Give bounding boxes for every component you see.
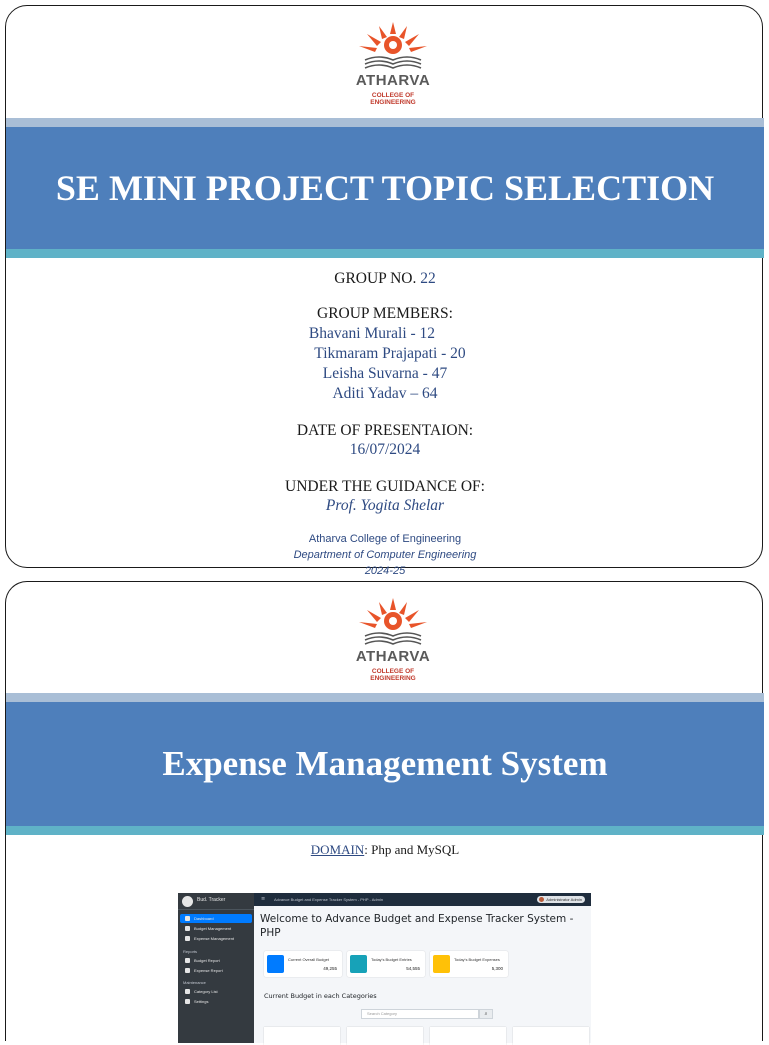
hamburger-icon: ≡ xyxy=(261,896,266,902)
app-topbar-title: Advance Budget and Expense Tracker System - PHP - Admin xyxy=(274,897,384,902)
member-item: Bhavani Murali - 12 xyxy=(308,325,436,342)
category-card xyxy=(264,1027,340,1045)
welcome-heading: Welcome to Advance Budget and Expense Tracker System - PHP xyxy=(260,913,574,939)
info-card-budget-expenses xyxy=(430,951,508,977)
app-sidebar xyxy=(178,893,254,1043)
category-card xyxy=(430,1027,506,1045)
sidebar-item-expense-report: Expense Report xyxy=(180,966,252,975)
slide-title: Expense Management System xyxy=(162,744,608,783)
title-band xyxy=(6,702,764,826)
avatar xyxy=(539,897,544,902)
sidebar-heading-maintenance: Maintenance xyxy=(183,980,206,985)
gear-lotus-icon xyxy=(349,596,437,648)
calendar-icon xyxy=(433,955,450,973)
domain-line xyxy=(6,842,764,858)
academic-year: 2024-25 xyxy=(364,565,406,577)
logo-subtitle: COLLEGE OF ENGINEERING xyxy=(370,92,416,106)
sidebar-item-category-list: Category List xyxy=(180,987,252,996)
category-search-input: Search Category xyxy=(361,1009,479,1019)
card-label: Current Overall Budget xyxy=(288,957,329,962)
list-icon xyxy=(185,989,190,994)
member-item: Leisha Suvarna - 47 xyxy=(322,365,448,382)
slide-title: SE MINI PROJECT TOPIC SELECTION xyxy=(55,168,715,208)
group-number-line xyxy=(6,270,764,288)
member-item: Tikmaram Prajapati - 20 xyxy=(314,345,466,362)
category-card xyxy=(347,1027,423,1045)
members-label: GROUP MEMBERS: xyxy=(317,305,453,322)
college-logo xyxy=(349,20,437,114)
presentation-date: 16/07/2024 xyxy=(349,441,421,458)
info-card-overall-budget xyxy=(264,951,342,977)
slide-2 xyxy=(5,581,763,1041)
app-topbar xyxy=(254,893,591,906)
info-card-budget-entries xyxy=(347,951,425,977)
member-item: Aditi Yadav – 64 xyxy=(332,385,438,402)
card-value: 5,300 xyxy=(491,966,503,971)
logo-name: ATHARVA xyxy=(355,72,431,89)
slide-1 xyxy=(5,5,763,577)
file-icon xyxy=(185,958,190,963)
date-label: DATE OF PRESENTAION: xyxy=(296,422,474,439)
calendar-icon xyxy=(350,955,367,973)
sidebar-item-budget-report: Budget Report xyxy=(180,956,252,965)
title-band xyxy=(6,127,764,249)
app-brand xyxy=(178,893,254,910)
logo-name: ATHARVA xyxy=(355,648,431,665)
brand-text: Bud. Tracker xyxy=(197,897,226,903)
current-budget-heading: Current Budget in each Categories xyxy=(264,992,377,1000)
card-label: Today's Budget Entries xyxy=(371,957,412,962)
title-band-bottom-stripe xyxy=(6,826,764,835)
group-label: GROUP NO. xyxy=(334,270,417,287)
title-band-top-stripe xyxy=(6,118,764,127)
logo-subtitle: COLLEGE OF ENGINEERING xyxy=(370,668,416,682)
domain-label: DOMAIN xyxy=(310,842,365,857)
college-name: Atharva College of Engineering xyxy=(308,533,462,545)
sidebar-heading-reports: Reports xyxy=(183,949,198,954)
title-band-bottom-stripe xyxy=(6,249,764,258)
budget-icon xyxy=(185,926,190,931)
app-screenshot xyxy=(178,893,591,1043)
brand-logo-icon xyxy=(182,896,193,907)
guide-name: Prof. Yogita Shelar xyxy=(325,497,445,514)
sidebar-item-expense-management: Expense Management xyxy=(180,934,252,943)
sidebar-item-dashboard: Dashboard xyxy=(180,914,252,923)
file-icon xyxy=(185,968,190,973)
search-icon: ⌕ xyxy=(479,1009,493,1019)
category-card xyxy=(513,1027,589,1045)
card-label: Today's Budget Expenses xyxy=(454,957,500,962)
sidebar-item-settings: Settings xyxy=(180,997,252,1006)
user-menu-button: Administrator Admin xyxy=(537,896,585,903)
gear-lotus-icon xyxy=(349,20,437,72)
gear-icon xyxy=(185,999,190,1004)
sidebar-item-budget-management: Budget Management xyxy=(180,924,252,933)
college-logo xyxy=(349,596,437,690)
card-value: 54,555 xyxy=(406,966,420,971)
money-icon xyxy=(267,955,284,973)
dashboard-icon xyxy=(185,916,190,921)
card-value: 49,255 xyxy=(323,966,337,971)
title-band-top-stripe xyxy=(6,693,764,702)
expense-icon xyxy=(185,936,190,941)
guidance-label: UNDER THE GUIDANCE OF: xyxy=(285,478,485,495)
department-name: Department of Computer Engineering xyxy=(293,549,477,561)
group-number: 22 xyxy=(420,270,436,287)
domain-value: : Php and MySQL xyxy=(364,842,460,857)
